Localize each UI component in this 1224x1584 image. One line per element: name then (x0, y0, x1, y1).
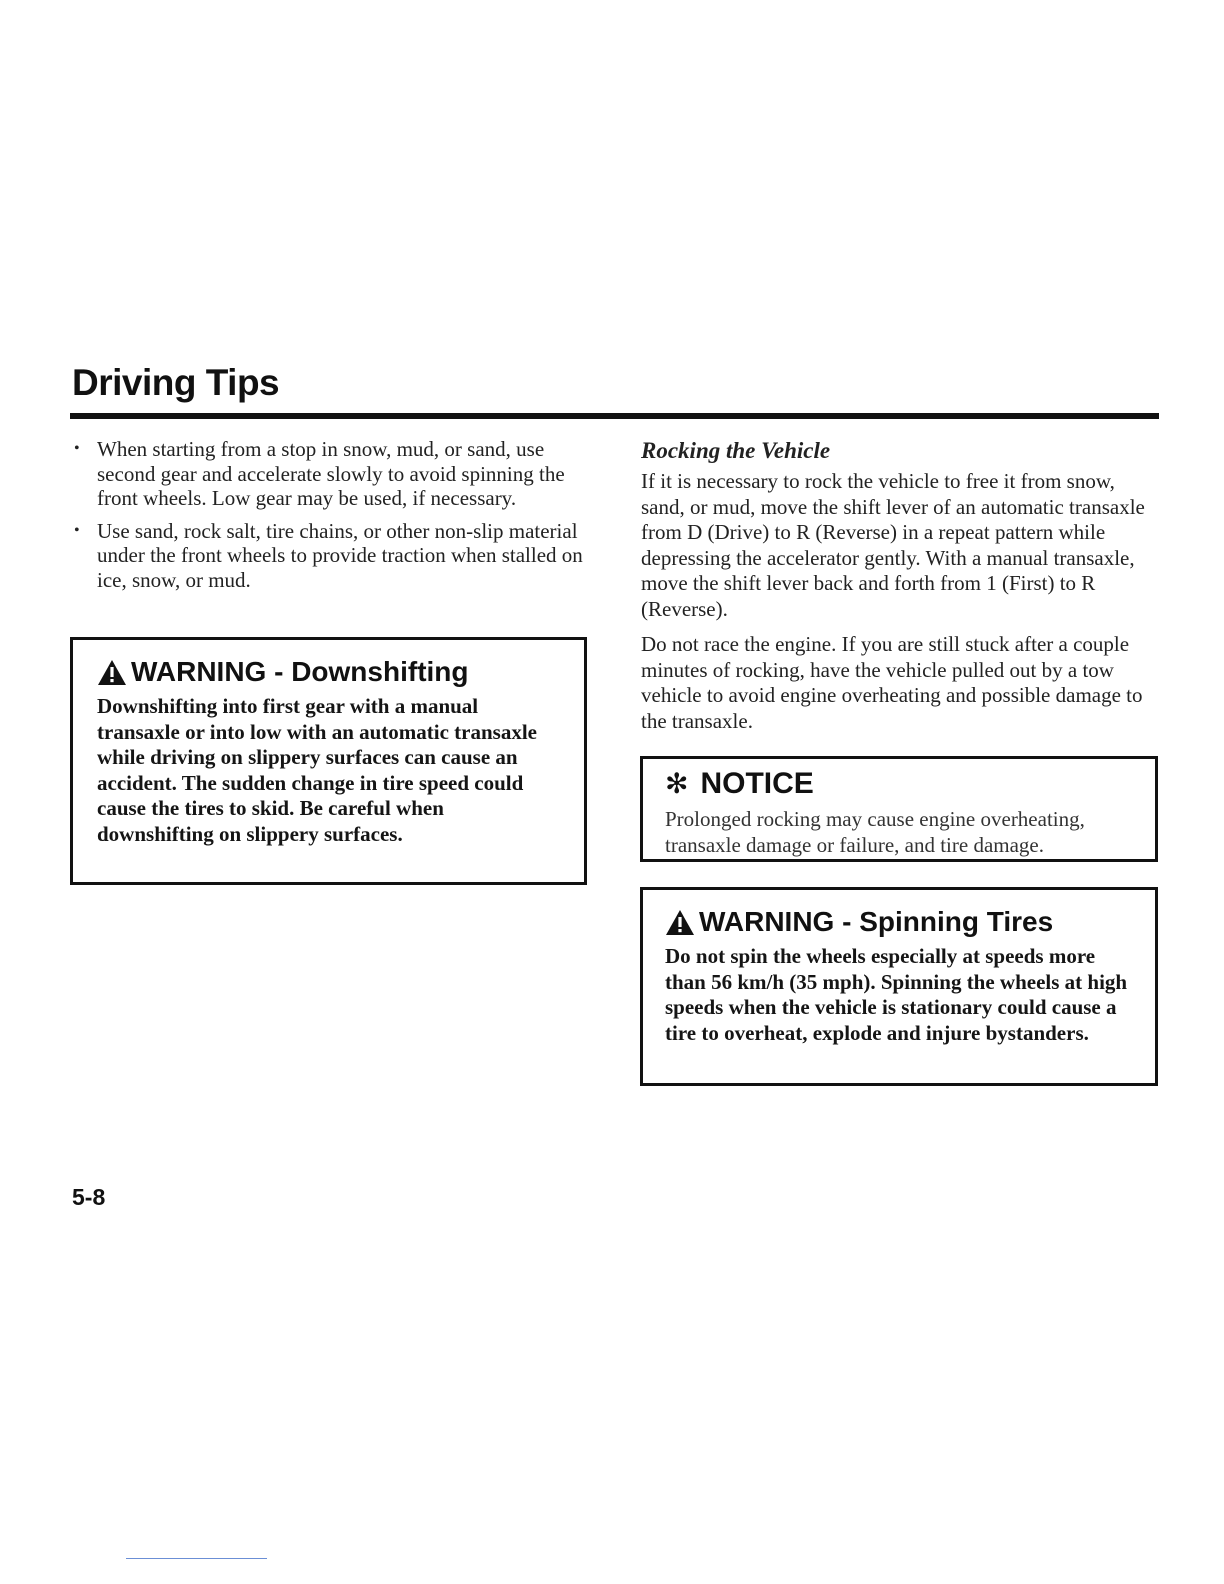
right-column (641, 437, 1161, 744)
warning-heading (97, 658, 558, 686)
page-number: 5-8 (72, 1184, 106, 1210)
notice-heading (665, 769, 1139, 799)
warning-body: Downshifting into first gear with a manual transaxle or into low with an automatic transaxle while driving on slippery surfaces can cause an accident. The sudden change in tire speed could cause the tires to skid. Be careful when downshifting on slippery surfaces. (97, 694, 538, 846)
bullet-item (72, 437, 588, 511)
page-title: Driving Tips (72, 362, 280, 403)
warning-triangle-icon (665, 909, 695, 936)
left-column (72, 437, 588, 600)
paragraph: If it is necessary to rock the vehicle to free it from snow, sand, or mud, move the shift lever of an automatic transaxle from D (Drive) to R (Reverse) in a repeat pattern while depressing the accelerator gently. With a manual transaxle, move the shift lever back and forth from 1 (First) to R (Reverse). (641, 469, 1145, 621)
warning-heading (665, 908, 1135, 936)
warning-box-downshifting (70, 637, 587, 885)
notice-heading-text: NOTICE (700, 767, 814, 800)
warning-heading-text: WARNING - Spinning Tires (699, 906, 1054, 937)
bullet-item (72, 519, 588, 593)
warning-triangle-icon (97, 659, 127, 686)
asterisk-icon: ✻ (665, 767, 689, 800)
paragraph: Do not race the engine. If you are still stuck after a couple minutes of rocking, have the vehicle pulled out by a tow vehicle to avoid engine overheating and possible damage to the transaxle. (641, 632, 1143, 733)
bullet-text: When starting from a stop in snow, mud, or sand, use second gear and accelerate slowly to avoid spinning the front wheels. Low gear may be used, if necessary. (97, 437, 565, 510)
section-subheading: Rocking the Vehicle (641, 438, 831, 463)
title-rule (70, 413, 1159, 419)
footer-line (126, 1558, 267, 1559)
warning-box-spinning-tires (640, 887, 1158, 1086)
warning-heading-text: WARNING - Downshifting (131, 656, 469, 687)
bullet-icon: • (74, 521, 80, 539)
notice-body: Prolonged rocking may cause engine overheating, transaxle damage or failure, and tire damage. (665, 807, 1085, 857)
warning-body: Do not spin the wheels especially at speeds more than 56 km/h (35 mph). Spinning the wheels at high speeds when the vehicle is stationary could cause a tire to overheat, explode and injure bystanders. (665, 944, 1128, 1045)
notice-box (640, 756, 1158, 862)
bullet-list (72, 437, 588, 592)
bullet-text: Use sand, rock salt, tire chains, or other non-slip material under the front wheels to provide traction when stalled on ice, snow, or mud. (97, 518, 583, 592)
bullet-icon: • (74, 440, 80, 457)
